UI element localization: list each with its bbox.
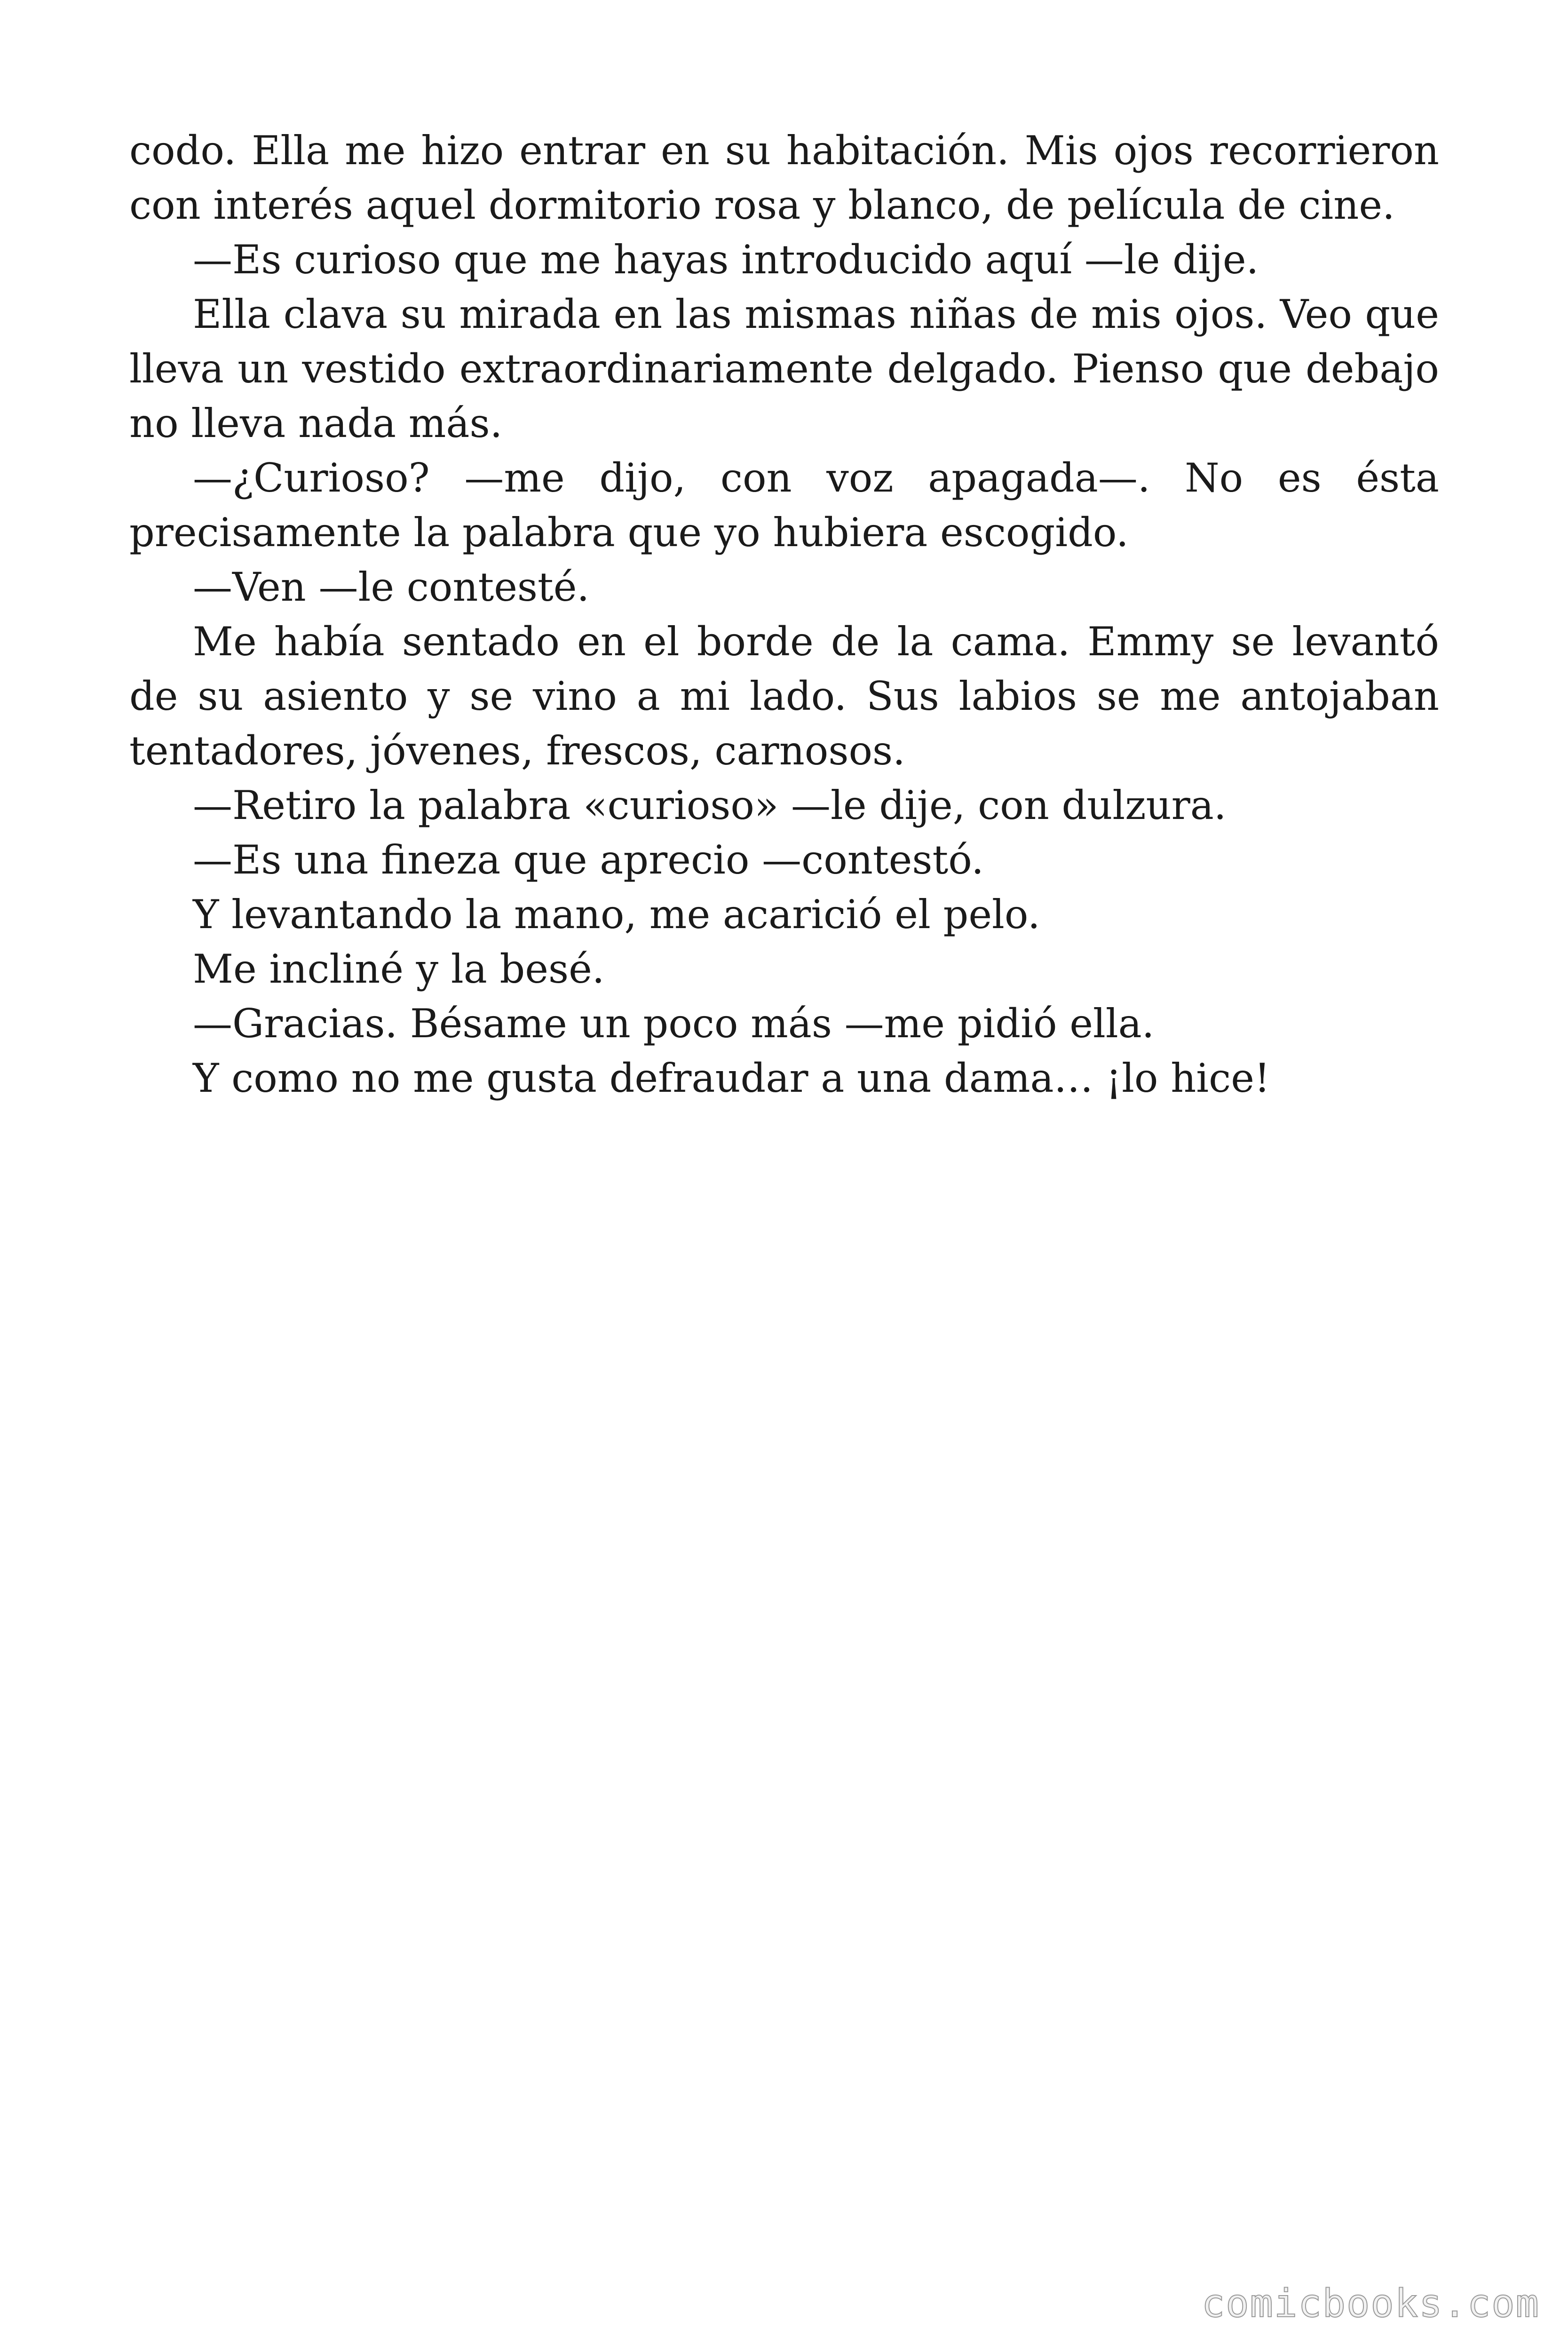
paragraph: —Es una fineza que aprecio —contestó. [193,837,984,883]
paragraph: Me había sentado en el borde de la cama. Emmy se levantó de su asiento y se vino a mi lado. Sus labios se me antojaban tentadores, jóvenes, frescos, carnosos. [129,619,1439,774]
paragraph: —Es curioso que me hayas introducido aquí —le dije. [193,237,1259,283]
paragraph: Me incliné y la besé. [193,946,605,992]
paragraph: codo. Ella me hizo entrar en su habitación. Mis ojos recorrieron con interés aquel dormitorio rosa y blanco, de película de cine. [129,127,1439,228]
watermark: comicbooks.com [1201,2281,1540,2326]
paragraph: —¿Curioso? —me dijo, con voz apagada—. No es ésta precisamente la palabra que yo hubiera escogido. [129,455,1439,556]
body-text [129,123,1439,1105]
paragraph: Ella clava su mirada en las mismas niñas de mis ojos. Veo que lleva un vestido extraordinariamente delgado. Pienso que debajo no lleva nada más. [129,291,1439,446]
paragraph: Y levantando la mano, me acarició el pelo. [193,891,1040,938]
paragraph: —Ven —le contesté. [193,564,590,610]
paragraph: —Retiro la palabra «curioso» —le dije, con dulzura. [193,782,1227,828]
paragraph: —Gracias. Bésame un poco más —me pidió ella. [193,1001,1155,1047]
paragraph: Y como no me gusta defraudar a una dama… ¡lo hice! [193,1055,1270,1101]
